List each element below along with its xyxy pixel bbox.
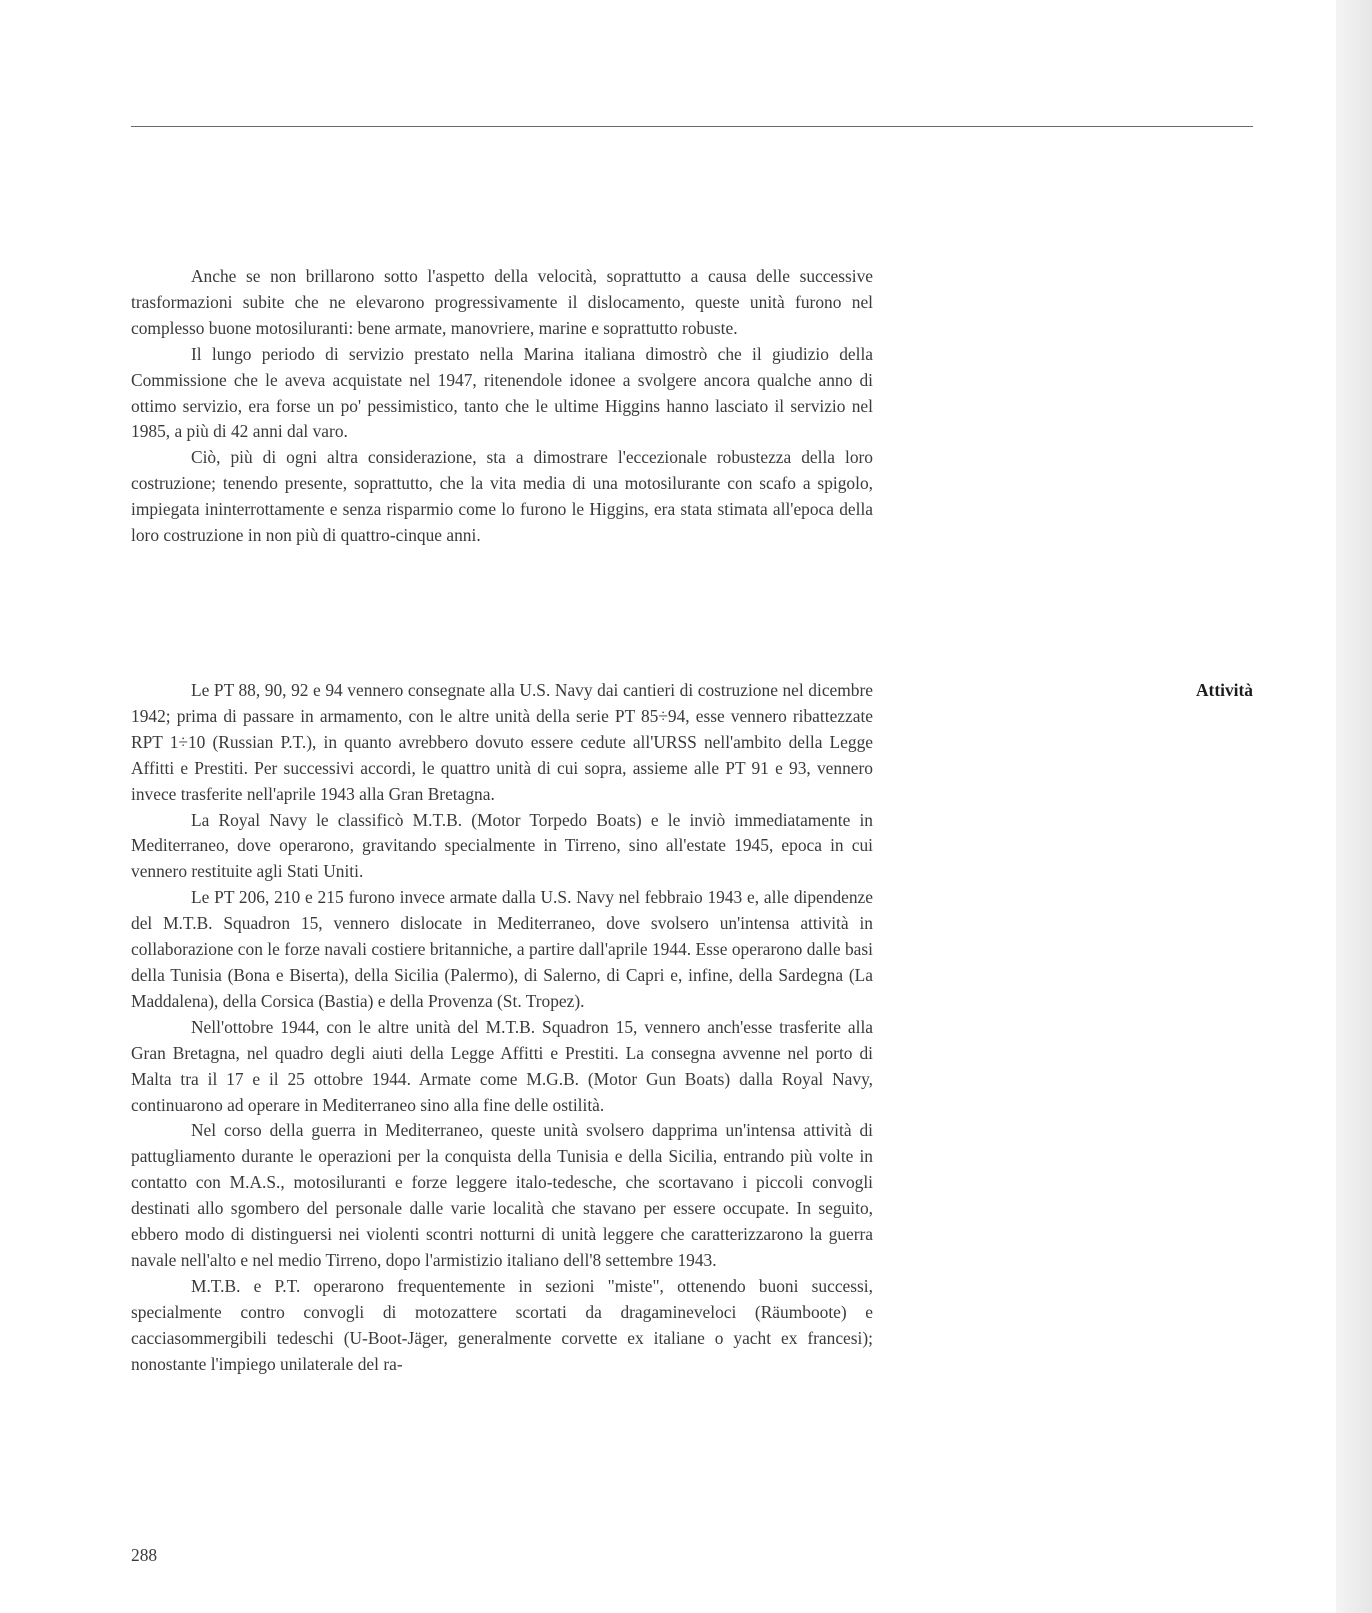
paragraph: M.T.B. e P.T. operarono frequentemente in sezioni "miste", ottenendo buoni successi, specialmente contro convogli di motozattere scortati da dragamineveloci (Räumboote) e cacciasommergibili tedeschi (U-Boot-Jäger, generalmente corvette ex italiane o yacht ex francesi); nonostante l'impiego unilaterale del ra- xyxy=(131,1275,873,1374)
paragraph: Ciò, più di ogni altra considerazione, sta a dimostrare l'eccezionale robustezza della loro costruzione; tenendo presente, soprattutto, che la vita media di una motosilurante con scafo a spigolo, impiegata ininterrottamente e senza risparmio come lo furono le Higgins, era stata stimata all'epoca della loro costruzione in non più di quattro-cinque anni. xyxy=(131,447,873,546)
page-edge-shadow xyxy=(1336,0,1372,1613)
top-rule xyxy=(131,126,1253,127)
page-number: 288 xyxy=(131,1545,158,1565)
paragraph: Anche se non brillarono sotto l'aspetto della velocità, soprattutto a causa delle successive trasformazioni subite che ne elevarono progressivamente il dislocamento, queste unità furono nel complesso buone motosiluranti: bene armate, manovriere, marine e soprattutto robuste. xyxy=(131,266,873,338)
paragraph: Nell'ottobre 1944, con le altre unità del M.T.B. Squadron 15, vennero anch'esse trasferite alla Gran Bretagna, nel quadro degli aiuti della Legge Affitti e Prestiti. La consegna avvenne nel porto di Malta tra il 17 e il 25 ottobre 1944. Armate come M.G.B. (Motor Gun Boats) dalla Royal Navy, continuarono ad operare in Mediterraneo sino alla fine delle ostilità. xyxy=(131,1016,873,1115)
body-text-section-1 xyxy=(131,264,873,549)
paragraph: Le PT 88, 90, 92 e 94 vennero consegnate alla U.S. Navy dai cantieri di costruzione nel dicembre 1942; prima di passare in armamento, con le altre unità della serie PT 85÷94, esse vennero ribattezzate RPT 1÷10 (Russian P.T.), in quanto avrebbero dovuto essere cedute all'URSS nell'ambito della Legge Affitti e Prestiti. Per successivi accordi, le quattro unità di cui sopra, assieme alle PT 91 e 93, vennero invece trasferite nell'aprile 1943 alla Gran Bretagna. xyxy=(131,680,873,804)
paragraph: Le PT 206, 210 e 215 furono invece armate dalla U.S. Navy nel febbraio 1943 e, alle dipendenze del M.T.B. Squadron 15, vennero dislocate in Mediterraneo, dove svolsero un'intensa attività in collaborazione con le forze navali costiere britanniche, a partire dall'aprile 1944. Esse operarono dalle basi della Tunisia (Bona e Biserta), della Sicilia (Palermo), di Salerno, di Capri e, infine, della Sardegna (La Maddalena), della Corsica (Bastia) e della Provenza (St. Tropez). xyxy=(131,887,873,1011)
paragraph: La Royal Navy le classificò M.T.B. (Motor Torpedo Boats) e le inviò immediatamente in Mediterraneo, dove operarono, gravitando specialmente in Tirreno, sino all'estate 1945, epoca in cui vennero restituite agli Stati Uniti. xyxy=(131,809,873,882)
paragraph: Il lungo periodo di servizio prestato nella Marina italiana dimostrò che il giudizio della Commissione che le aveva acquistate nel 1947, ritenendole idonee a svolgere ancora qualche anno di ottimo servizio, era forse un po' pessimistico, tanto che le ultime Higgins hanno lasciato il servizio nel 1985, a più di 42 anni dal varo. xyxy=(131,343,873,442)
body-text-section-2 xyxy=(131,678,873,1377)
paragraph: Nel corso della guerra in Mediterraneo, queste unità svolsero dapprima un'intensa attività di pattugliamento durante le operazioni per la conquista della Tunisia e della Sicilia, entrando più volte in contatto con M.A.S., motosiluranti e forze leggere italo-tedesche, che scortavano i piccoli convogli destinati allo sgombero del personale dalle varie località che stavano per essere occupate. In seguito, ebbero modo di distinguersi nei violenti scontri notturni di unità leggere che caratterizzarono la guerra navale nell'alto e nel medio Tirreno, dopo l'armistizio italiano dell'8 settembre 1943. xyxy=(131,1120,873,1270)
side-heading: Attività xyxy=(1196,680,1253,700)
